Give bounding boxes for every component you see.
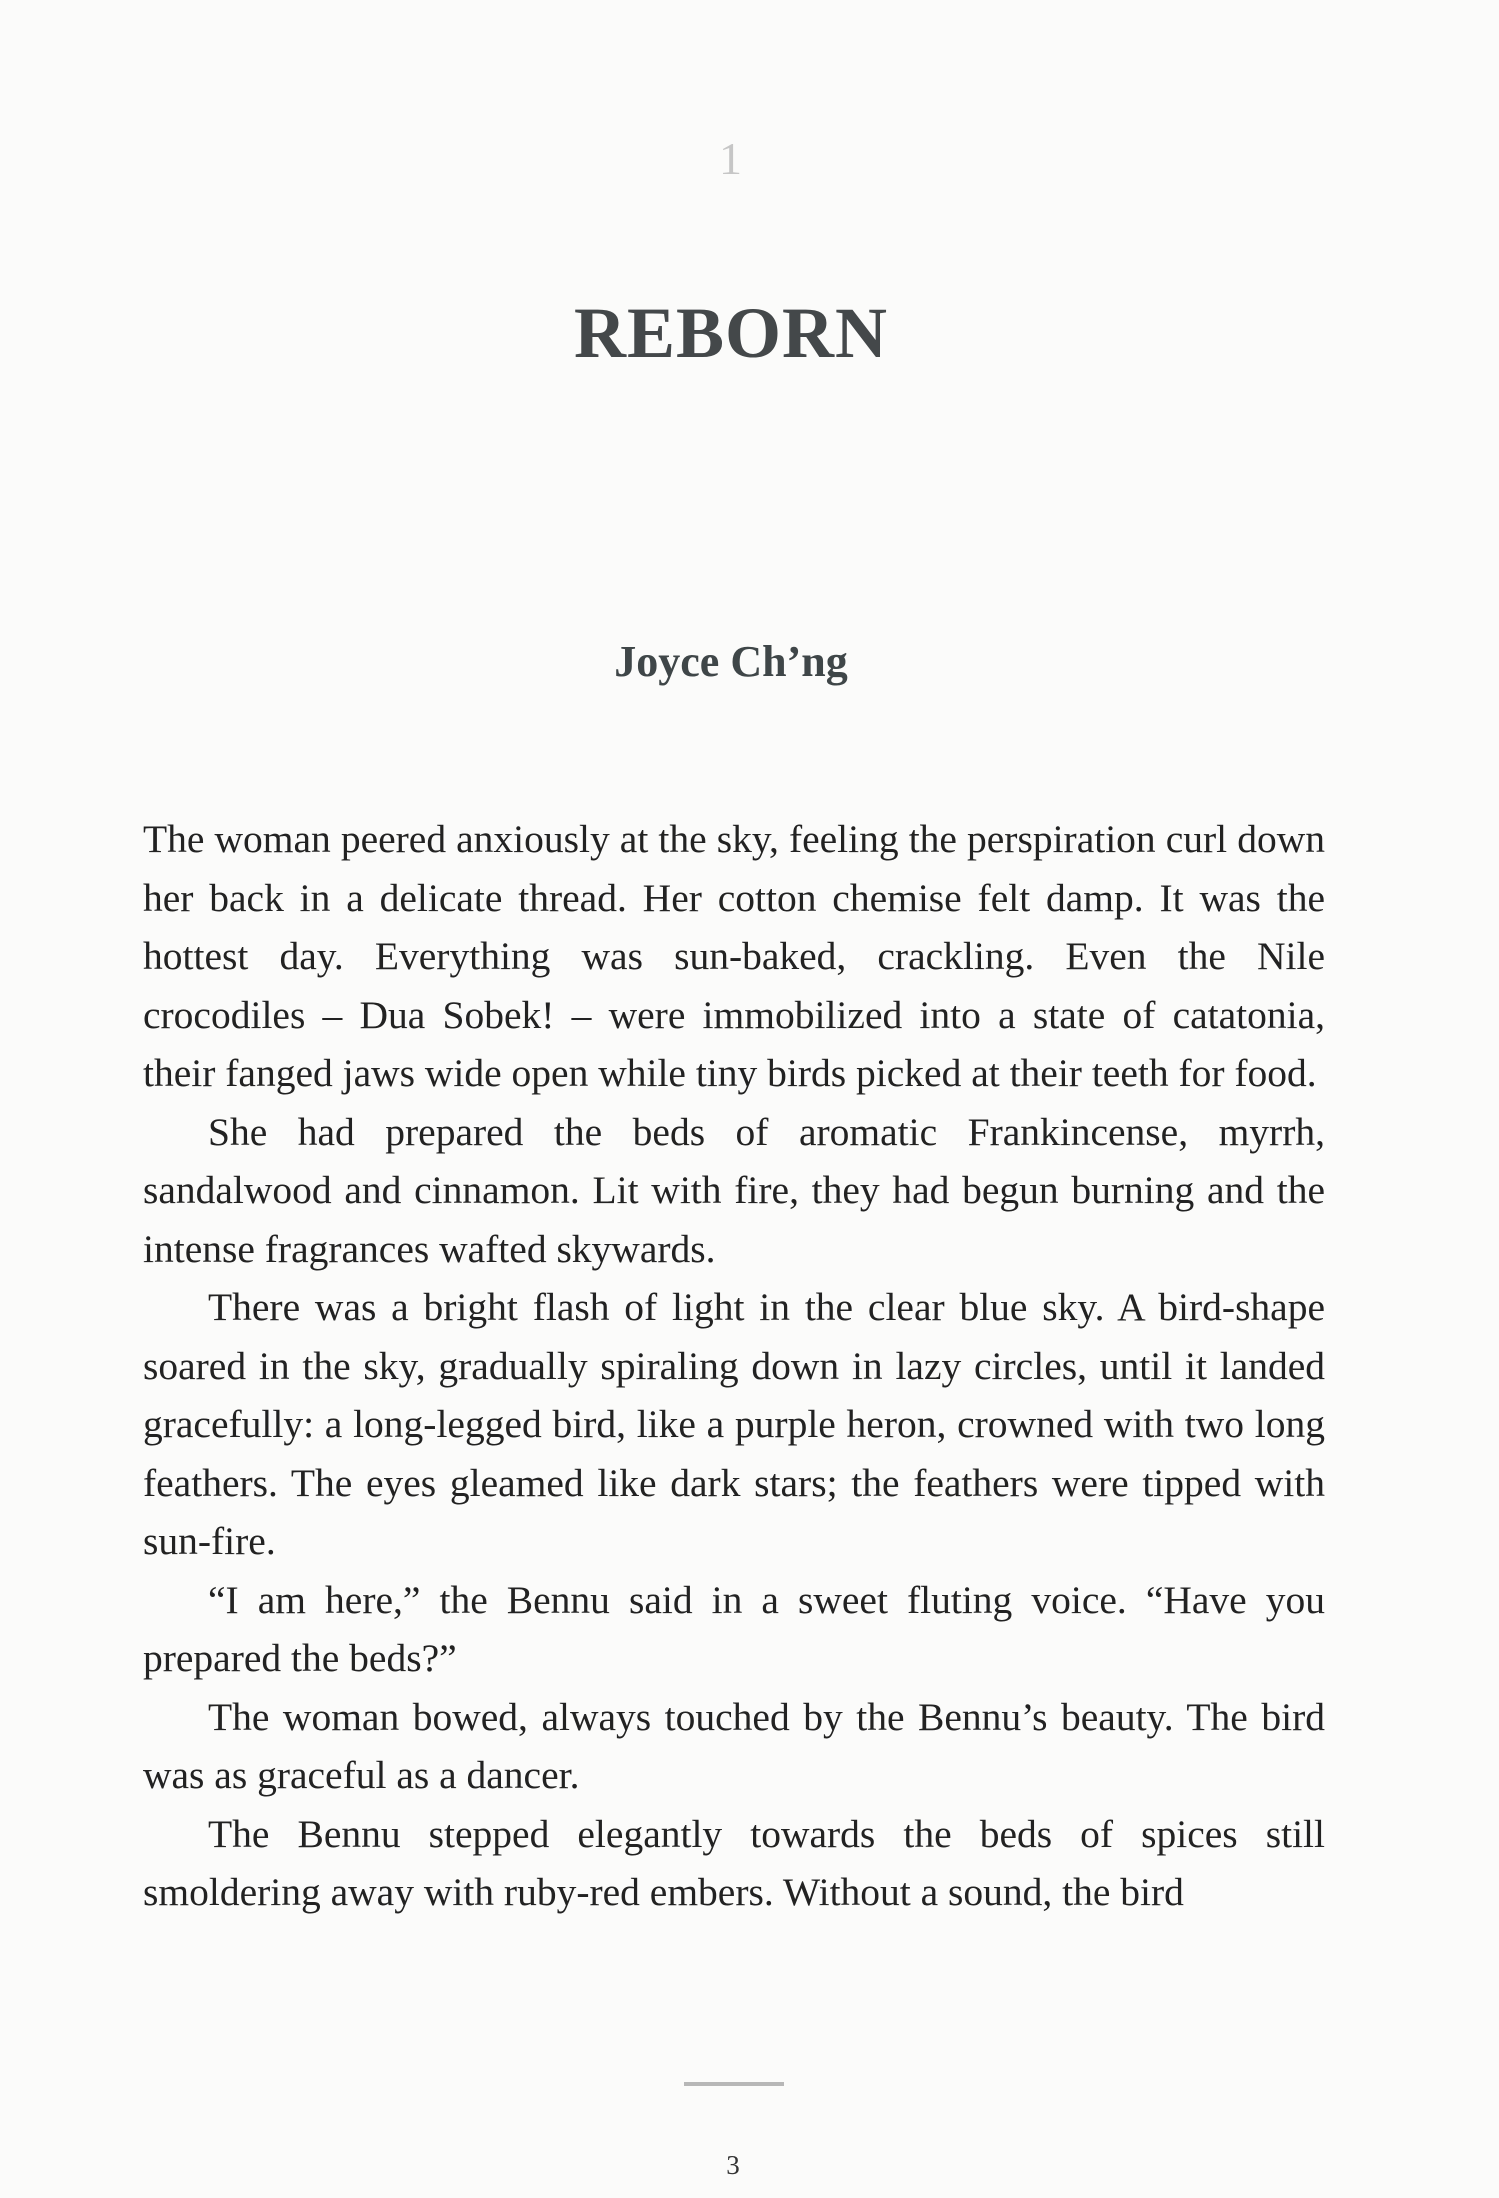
paragraph: The woman peered anxiously at the sky, feeling the perspiration curl down her back in a delicate thread. Her cotton chemise felt damp. It was the hottest day. Everything was sun-baked, crackling. Even the Nile crocodiles – Dua Sobek! – were immobilized into a state of catatonia, their fanged jaws wide open while tiny birds picked at their teeth for food.: [143, 817, 1325, 1095]
author-name: Joyce Ch’ng: [614, 637, 848, 686]
paragraph: The woman bowed, always touched by the Bennu’s beauty. The bird was as graceful as a dancer.: [143, 1694, 1325, 1797]
paragraph: “I am here,” the Bennu said in a sweet fluting voice. “Have you prepared the beds?”: [143, 1577, 1325, 1680]
paragraph: The Bennu stepped elegantly towards the beds of spices still smoldering away with ruby-red embers. Without a sound, the bird: [143, 1811, 1325, 1914]
chapter-number: 1: [719, 133, 743, 184]
body-text: [143, 810, 1325, 1922]
paragraph: She had prepared the beds of aromatic Frankincense, myrrh, sandalwood and cinnamon. Lit with fire, they had begun burning and the intense fragrances wafted skywards.: [143, 1109, 1325, 1271]
paragraph: There was a bright flash of light in the clear blue sky. A bird-shape soared in the sky, gradually spiraling down in lazy circles, until it landed gracefully: a long-legged bird, like a purple heron, crowned with two long feathers. The eyes gleamed like dark stars; the feathers were tipped with sun-fire.: [143, 1285, 1325, 1563]
footer-rule: [684, 2082, 784, 2086]
page-number: 3: [726, 2150, 740, 2180]
chapter-title: REBORN: [573, 293, 889, 373]
